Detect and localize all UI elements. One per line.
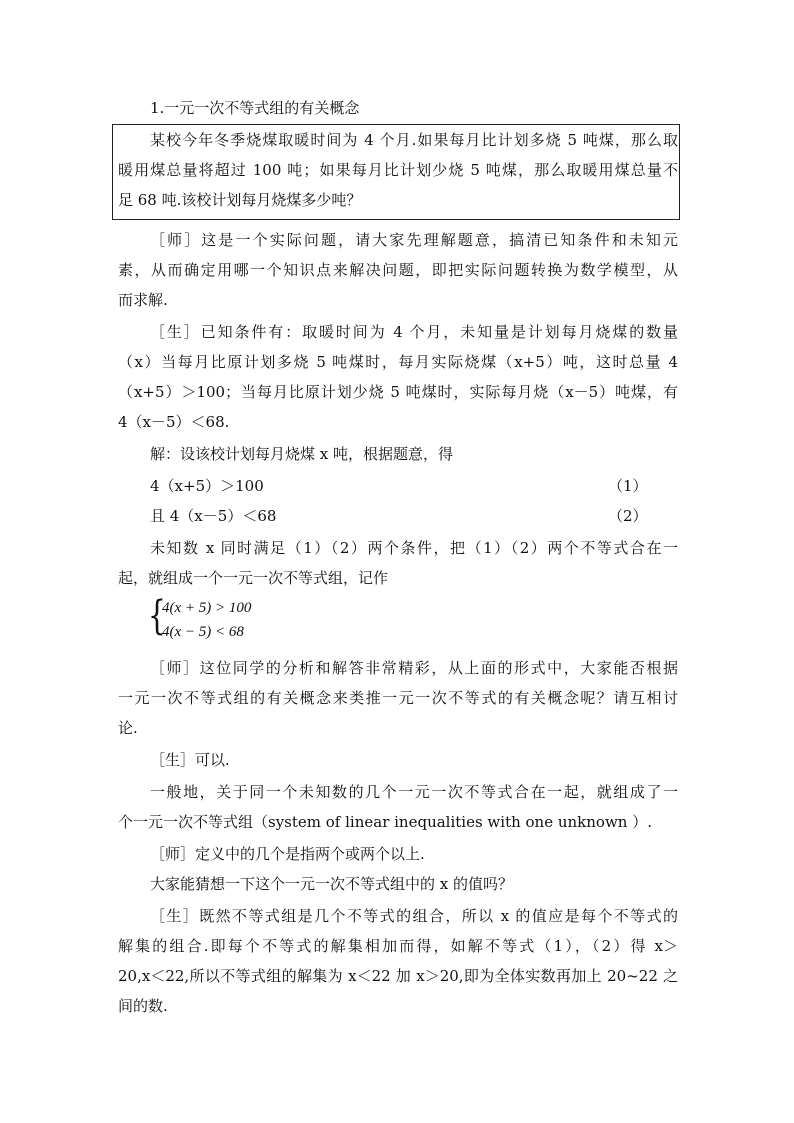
solution-intro: 解：设该校计划每月烧煤 x 吨，根据题意，得 (150, 445, 453, 463)
teacher1-line-1: ［师］这是一个实际问题，请大家先理解题意，搞清已知条件和未知元 (150, 231, 678, 249)
question-line: 大家能猜想一下这个一元一次不等式组中的 x 的值吗？ (150, 875, 513, 893)
inequality-system (148, 593, 288, 644)
problem-line-3: 足 68 吨.该校计划每月烧煤多少吨？ (118, 191, 362, 209)
student1-line-3: （x+5）＞100；当每月比原计划少烧 5 吨煤时，实际每月烧（x－5）吨煤，有 (118, 383, 678, 401)
student3-line-1: ［生］既然不等式组是几个不等式的组合，所以 x 的值应是每个不等式的 (150, 907, 678, 925)
system-brace: { (148, 593, 166, 639)
combine-line-2: 起，就组成一个一元一次不等式组，记作 (118, 569, 389, 587)
student3-line-3: 20,x＜22,所以不等式组的解集为 x＜22 加 x＞20,即为全体实数再加上 20~22 之 (118, 967, 678, 985)
definition-line-1: 一般地，关于同一个未知数的几个一元一次不等式合在一起，就组成了一 (150, 783, 678, 801)
problem-line-2: 暖用煤总量将超过 100 吨；如果每月比计划少烧 5 吨煤，那么取暖用煤总量不 (118, 161, 678, 179)
teacher3-line: ［师］定义中的几个是指两个或两个以上. (150, 845, 425, 863)
system-row-2: 4(x − 5) < 68 (162, 624, 244, 640)
equation-2: 且 4（x－5）＜68 (150, 507, 277, 525)
student1-line-1: ［生］已知条件有：取暖时间为 4 个月，未知量是计划每月烧煤的数量 (150, 323, 678, 341)
definition-line-2: 个一元一次不等式组（system of linear inequalities with one unknown ）. (118, 813, 653, 831)
equation-1: 4（x+5）＞100 (150, 477, 264, 495)
student1-line-2: （x）当每月比原计划多烧 5 吨煤时，每月实际烧煤（x+5）吨，这时总量 4 (118, 353, 678, 371)
teacher1-line-3: 而求解. (118, 291, 168, 309)
student3-line-4: 间的数. (118, 997, 168, 1015)
combine-line-1: 未知数 x 同时满足（1）（2）两个条件，把（1）（2）两个不等式合在一 (150, 539, 678, 557)
student1-line-4: 4（x－5）＜68. (118, 413, 230, 431)
equation-2-label: （2） (608, 507, 648, 525)
system-row-1: 4(x + 5) > 100 (162, 600, 252, 616)
teacher2-line-2: 一元一次不等式组的有关概念来类推一元一次不等式的有关概念呢？请互相讨 (118, 689, 678, 707)
student2-line: ［生］可以. (150, 751, 230, 769)
section-heading: 1.一元一次不等式组的有关概念 (150, 99, 360, 117)
problem-line-1: 某校今年冬季烧煤取暖时间为 4 个月.如果每月比计划多烧 5 吨煤，那么取 (150, 131, 678, 149)
teacher1-line-2: 素，从而确定用哪一个知识点来解决问题，即把实际问题转换为数学模型，从 (118, 261, 678, 279)
student3-line-2: 解集的组合.即每个不等式的解集相加而得，如解不等式（1），（2）得 x＞ (118, 937, 678, 955)
teacher2-line-3: 论. (118, 719, 138, 737)
teacher2-line-1: ［师］这位同学的分析和解答非常精彩，从上面的形式中，大家能否根据 (150, 659, 678, 677)
equation-1-label: （1） (608, 477, 648, 495)
